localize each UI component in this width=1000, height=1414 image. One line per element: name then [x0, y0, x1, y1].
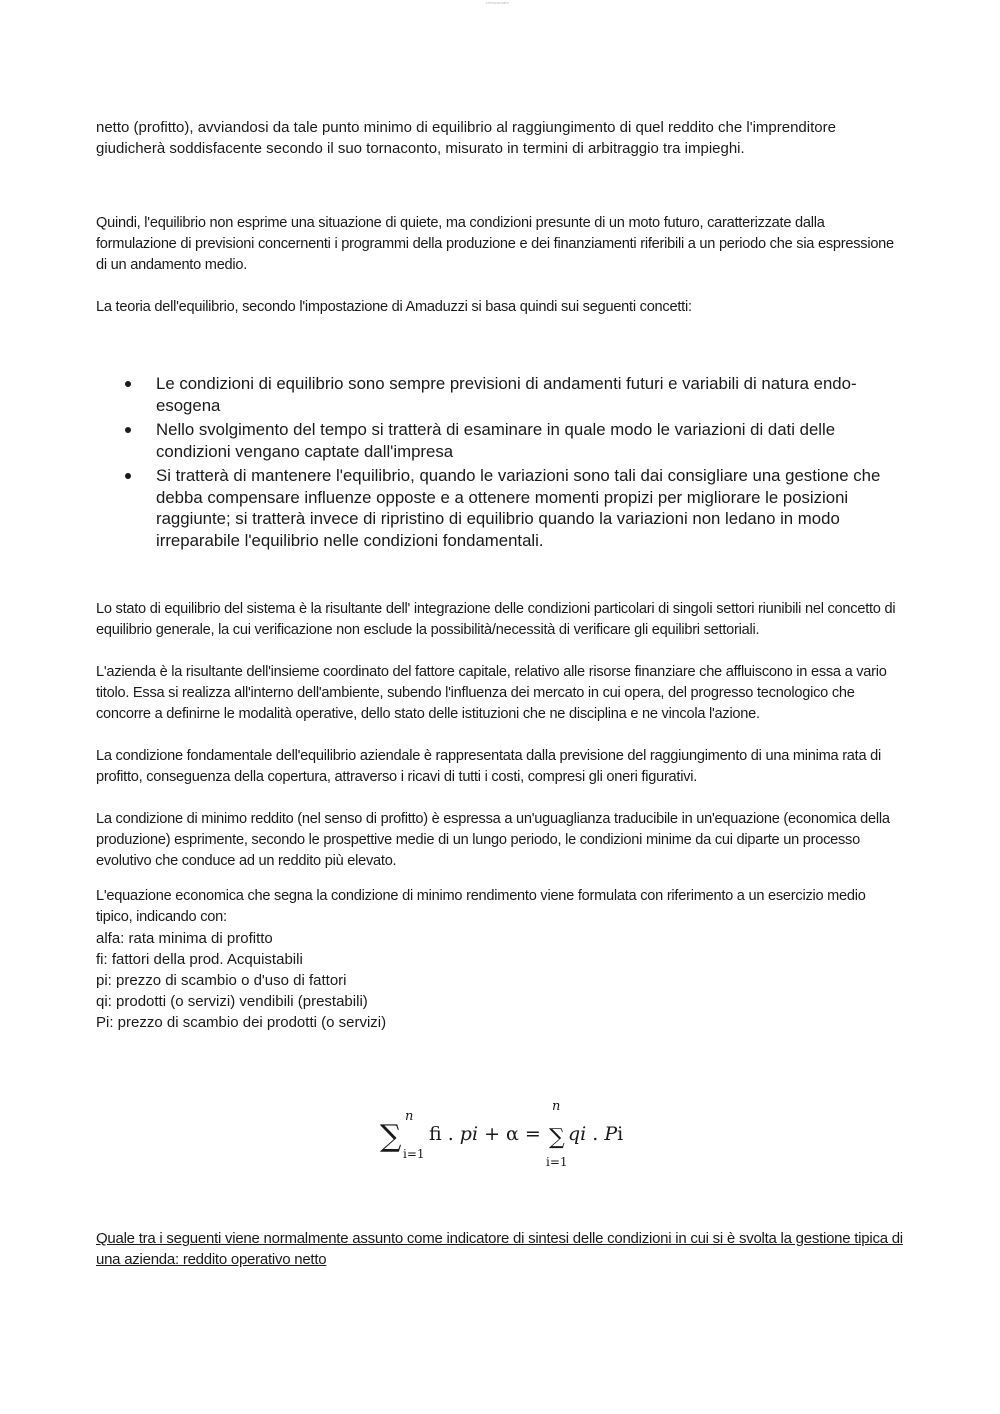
- term-pi: pi: [459, 1123, 479, 1145]
- bullet-dot-icon: [125, 381, 131, 387]
- document-body: [96, 117, 904, 1033]
- list-item: [96, 419, 904, 462]
- list-item: [96, 465, 904, 551]
- paragraph-system-equilibrium: Lo stato di equilibrio del sistema è la risultante dell' integrazione delle condizioni particolari di singoli settori riunibili nel concetto di equilibrio generale, la cui verificazione non esclude la possibilità/necessità di verificare gli equilibri settoriali.: [96, 601, 896, 638]
- term-i: i: [617, 1123, 624, 1145]
- paragraph-profit-continuation: netto (profitto), avviandosi da tale punto minimo di equilibrio al raggiungimento di quel reddito che l'imprenditore giudicherà soddisfacente secondo il suo tornaconto, misurato in termini di arbitraggio tra impieghi.: [96, 119, 836, 157]
- list-item: [96, 373, 904, 416]
- term-fi: fi .: [429, 1123, 460, 1145]
- concept-list: [96, 373, 904, 551]
- list-item-text: Nello svolgimento del tempo si tratterà di esaminare in quale modo le variazioni di dati delle condizioni vengano captate dall'impresa: [156, 420, 836, 461]
- paragraph-company-definition: L'azienda è la risultante dell'insieme coordinato del fattore capitale, relativo alle risorse finanziare che affluiscono in essa a vario titolo. Essa si realizza all'interno dell'ambiente, subendo l'influenza dei mercato in cui opera, del progresso tecnologico che concorre a definirne le modalità operative, dello stato delle istituzioni che ne disciplina e ne vincola l'azione.: [96, 664, 887, 722]
- paragraph-equilibrium-definition: Quindi, l'equilibrio non esprime una situazione di quiete, ma condizioni presunte di un moto futuro, caratterizzate dalla formulazione di previsioni concernenti i programmi della produzione e dei finanziamenti riferibili a un periodo che sia espressione di un andamento medio.: [96, 215, 894, 273]
- left-sum-lower-limit: i=1: [403, 1147, 425, 1161]
- left-sum-upper-limit: n: [405, 1109, 414, 1124]
- bullet-dot-icon: [125, 473, 131, 479]
- definition-Pi: Pi: prezzo di scambio dei prodotti (o servizi): [96, 1014, 387, 1031]
- right-sum-upper-limit: n: [552, 1099, 561, 1114]
- term-P: P: [604, 1123, 618, 1145]
- list-item-text: Le condizioni di equilibrio sono sempre previsioni di andamenti futuri e variabili di natura endo-esogena: [156, 374, 857, 415]
- paragraph-economic-equation: L'equazione economica che segna la condizione di minimo rendimento viene formulata con riferimento a un esercizio medio tipico, indicando con:: [96, 888, 866, 925]
- definition-qi: qi: prodotti (o servizi) vendibili (prestabili): [96, 993, 368, 1010]
- svg-text:qi . Pi: [568, 1123, 623, 1145]
- left-sum-symbol: ∑: [380, 1119, 402, 1154]
- quiz-question-answer: Quale tra i seguenti viene normalmente assunto come indicatore di sintesi delle condizioni in cui si è svolta la gestione tipica di una azienda: reddito operativo netto: [96, 1230, 903, 1268]
- svg-text:fi . pi + α =: [429, 1123, 547, 1145]
- term-plus-alpha: + α =: [478, 1123, 547, 1145]
- definition-fi: fi: fattori della prod. Acquistabili: [96, 951, 303, 968]
- term-dot: .: [586, 1123, 605, 1145]
- definition-alpha: alfa: rata minima di profitto: [96, 930, 273, 947]
- definition-pi: pi: prezzo di scambio o d'uso di fattori: [96, 972, 347, 989]
- paragraph-minimum-income: La condizione di minimo reddito (nel senso di profitto) è espressa a un'uguaglianza traducibile in un'equazione (economica della produzione) esprimente, secondo le prospettive medie di un lungo periodo, le condizioni minime da cui diparte un processo evolutivo che conduce ad un reddito più elevato.: [96, 811, 890, 869]
- equilibrium-equation: [372, 1092, 652, 1182]
- term-qi: qi: [568, 1123, 587, 1145]
- header-watermark: Uniscuolabi: [486, 0, 509, 5]
- variable-definitions: [96, 928, 904, 1033]
- paragraph-fundamental-condition: La condizione fondamentale dell'equilibrio aziendale è rappresentata dalla previsione del raggiungimento di una minima rata di profitto, conseguenza della copertura, attraverso i ricavi di tutti i costi, compresi gli oneri figurativi.: [96, 748, 882, 785]
- right-sum-lower-limit: i=1: [546, 1155, 568, 1169]
- bullet-dot-icon: [125, 427, 131, 433]
- paragraph-amaduzzi-theory: La teoria dell'equilibrio, secondo l'impostazione di Amaduzzi si basa quindi sui seguenti concetti:: [96, 299, 692, 315]
- list-item-text: Si tratterà di mantenere l'equilibrio, quando le variazioni sono tali dai consigliare una gestione che debba compensare influenze opposte e a ottenere momenti propizi per migliorare le posizioni raggiunte; si tratterà invece di ripristino di equilibrio quando la variazioni non ledano in modo irreparabile l'equilibrio nelle condizioni fondamentali.: [156, 466, 881, 550]
- right-sum-symbol: ∑: [549, 1125, 565, 1150]
